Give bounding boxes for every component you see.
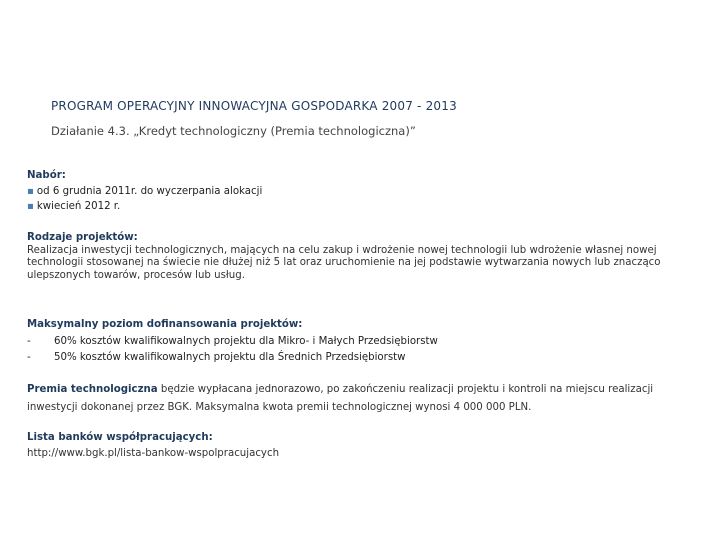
premia-label: Premia technologiczna <box>27 384 158 395</box>
dofinansowanie-label: Maksymalny poziom dofinansowania projektów: <box>27 319 303 330</box>
list-item: ▪ od 6 grudnia 2011r. do wyczerpania alokacji <box>27 185 263 197</box>
nabor-section <box>27 170 687 214</box>
banki-label: Lista banków współpracujących: <box>27 432 213 443</box>
premia-text: będzie wypłacana jednorazowo, po zakończeniu realizacji projektu i kontroli na miejscu realizacji inwestycji dokonanej przez BGK. Maksymalna kwota premii technologicznej wynosi 4 000 000 PLN. <box>27 384 654 413</box>
bullet-icon: ▪ <box>27 185 34 197</box>
nabor-label: Nabór: <box>27 170 66 181</box>
list-item: - 60% kosztów kwalifikowalnych projektu dla Mikro- i Małych Przedsiębiorstw <box>27 335 438 347</box>
rodzaje-text: Realizacja inwestycji technologicznych, mających na celu zakup i wdrożenie nowej technologii lub wdrożenie własnej nowej technologii stosowanej na świecie nie dłużej niż 5 lat oraz uruchomienie na jej podstawie wytwarzania nowych lub znacząco ulepszonych towarów, procesów lub usług. <box>27 244 661 281</box>
banki-section <box>27 430 687 462</box>
dash-icon: - <box>27 352 31 363</box>
dofinansowanie-section <box>27 319 687 365</box>
banki-link[interactable]: http://www.bgk.pl/lista-bankow-wspolpracujacych <box>27 448 280 459</box>
page-subtitle: Działanie 4.3. „Kredyt technologiczny (Premia technologiczna)” <box>51 124 416 138</box>
page-title: PROGRAM OPERACYJNY INNOWACYJNA GOSPODARKA 2007 - 2013 <box>51 99 457 113</box>
rodzaje-label: Rodzaje projektów: <box>27 232 138 243</box>
bullet-icon: ▪ <box>27 201 34 212</box>
dash-icon: - <box>27 335 31 347</box>
list-item: ▪ kwiecień 2012 r. <box>27 201 121 212</box>
premia-section <box>27 381 687 417</box>
list-item: - 50% kosztów kwalifikowalnych projektu dla Średnich Przedsiębiorstw <box>27 352 406 363</box>
rodzaje-section <box>27 232 687 282</box>
